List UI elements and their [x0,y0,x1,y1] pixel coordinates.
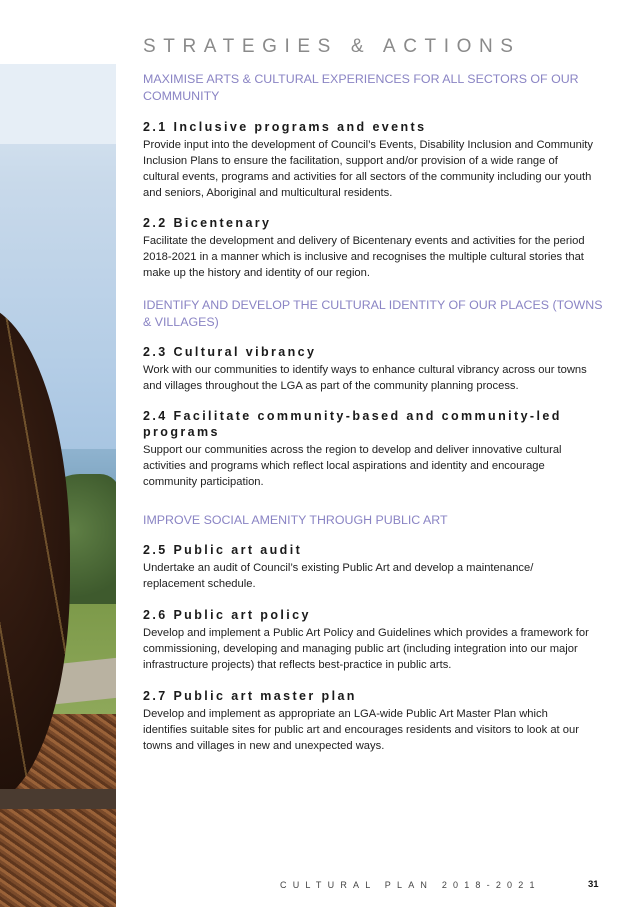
item-title-2-7: 2.7 Public art master plan [143,689,357,703]
item-title-2-3: 2.3 Cultural vibrancy [143,345,317,359]
page-title: STRATEGIES & ACTIONS [143,36,521,57]
footer-document-label: CULTURAL PLAN 2018-2021 [280,880,541,890]
item-body-2-2: Facilitate the development and delivery of Bicentenary events and activities for the period 2018-2021 in a manner which is inclusive and recognises the multiple cultural stories that make up the history and identity of our region. [143,235,585,279]
item-title-2-6: 2.6 Public art policy [143,608,311,622]
item-title-2-5: 2.5 Public art audit [143,543,303,557]
item-body-2-4: Support our communities across the region to develop and deliver innovative cultural activities and programs which reflect local aspirations and identity and encourage community participation. [143,444,562,488]
section-heading-identify: IDENTIFY AND DEVELOP THE CULTURAL IDENTITY OF OUR PLACES (TOWNS & VILLAGES) [143,298,603,329]
item-body-2-7: Develop and implement as appropriate an LGA-wide Public Art Master Plan which identifies suitable sites for public art and encourages residents and visitors to look at our towns and villages in new and unexpected ways. [143,708,579,752]
section-heading-maximise: MAXIMISE ARTS & CULTURAL EXPERIENCES FOR ALL SECTORS OF OUR COMMUNITY [143,72,579,103]
sculpture-photo [0,64,116,907]
item-title-2-1: 2.1 Inclusive programs and events [143,120,427,134]
photo-sky [0,64,116,144]
item-body-2-6: Develop and implement a Public Art Policy and Guidelines which provides a framework for commissioning, developing and managing public art (including integration into our major infrastructure projects) that reflects best-practice in public arts. [143,627,589,671]
item-body-2-1: Provide input into the development of Council’s Events, Disability Inclusion and Community Inclusion Plans to ensure the facilitation, support and/or provision of a wide range of cultural events, programs and activities for all sectors of the community including our youth and seniors, Aboriginal and multicultural residents. [143,139,594,199]
page-number: 31 [588,879,599,890]
photo-sculpture-base [0,789,116,809]
item-body-2-3: Work with our communities to identify ways to enhance cultural vibrancy across our towns and villages throughout the LGA as part of the community planning process. [143,364,587,392]
item-title-2-2: 2.2 Bicentenary [143,216,272,230]
item-title-2-4: 2.4 Facilitate community-based and community-led programs [143,409,562,439]
section-heading-improve: IMPROVE SOCIAL AMENITY THROUGH PUBLIC ART [143,513,448,527]
item-body-2-5: Undertake an audit of Council’s existing Public Art and develop a maintenance/ replacement schedule. [143,562,534,590]
